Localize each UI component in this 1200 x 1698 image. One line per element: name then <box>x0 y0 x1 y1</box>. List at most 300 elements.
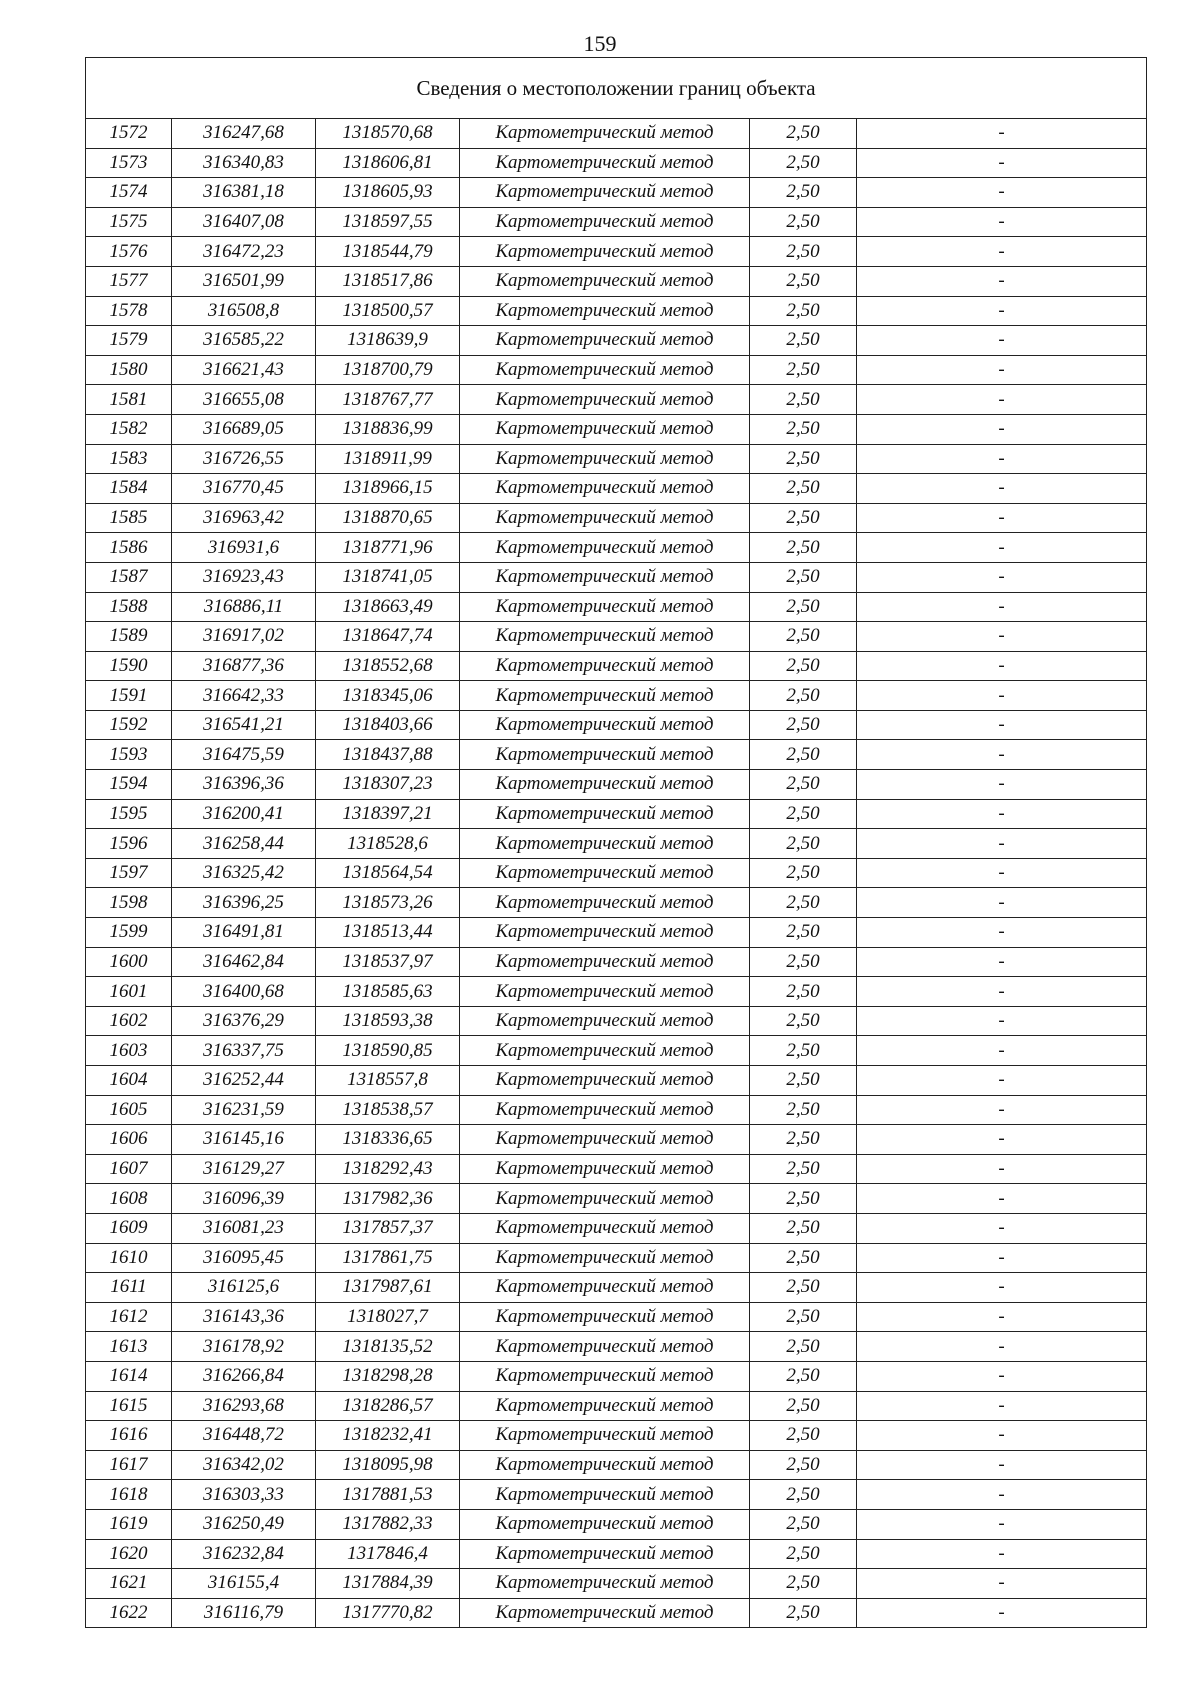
table-row <box>86 237 1147 267</box>
table-row <box>86 1450 1147 1480</box>
accuracy-cell: 2,50 <box>750 1125 857 1155</box>
x-coordinate-cell: 316252,44 <box>172 1066 316 1096</box>
method-cell: Картометрический метод <box>460 1421 750 1451</box>
method-cell: Картометрический метод <box>460 1184 750 1214</box>
y-coordinate-cell: 1318232,41 <box>316 1421 460 1451</box>
x-coordinate-cell: 316475,59 <box>172 740 316 770</box>
table-row <box>86 918 1147 948</box>
description-cell: - <box>857 829 1147 859</box>
x-coordinate-cell: 316462,84 <box>172 947 316 977</box>
method-cell: Картометрический метод <box>460 385 750 415</box>
x-coordinate-cell: 316095,45 <box>172 1243 316 1273</box>
y-coordinate-cell: 1318538,57 <box>316 1095 460 1125</box>
point-number-cell: 1586 <box>86 533 172 563</box>
accuracy-cell: 2,50 <box>750 444 857 474</box>
accuracy-cell: 2,50 <box>750 1569 857 1599</box>
table-row <box>86 148 1147 178</box>
method-cell: Картометрический метод <box>460 1273 750 1303</box>
accuracy-cell: 2,50 <box>750 1273 857 1303</box>
x-coordinate-cell: 316232,84 <box>172 1539 316 1569</box>
accuracy-cell: 2,50 <box>750 1243 857 1273</box>
accuracy-cell: 2,50 <box>750 474 857 504</box>
y-coordinate-cell: 1317987,61 <box>316 1273 460 1303</box>
description-cell: - <box>857 1095 1147 1125</box>
description-cell: - <box>857 119 1147 149</box>
table-row <box>86 1125 1147 1155</box>
table-row <box>86 1036 1147 1066</box>
table-row <box>86 1066 1147 1096</box>
method-cell: Картометрический метод <box>460 1125 750 1155</box>
point-number-cell: 1582 <box>86 414 172 444</box>
point-number-cell: 1572 <box>86 119 172 149</box>
point-number-cell: 1597 <box>86 858 172 888</box>
y-coordinate-cell: 1318403,66 <box>316 710 460 740</box>
description-cell: - <box>857 681 1147 711</box>
y-coordinate-cell: 1318639,9 <box>316 326 460 356</box>
description-cell: - <box>857 858 1147 888</box>
description-cell: - <box>857 740 1147 770</box>
table-title: Сведения о местоположении границ объекта <box>86 58 1147 119</box>
point-number-cell: 1603 <box>86 1036 172 1066</box>
point-number-cell: 1618 <box>86 1480 172 1510</box>
x-coordinate-cell: 316923,43 <box>172 562 316 592</box>
y-coordinate-cell: 1318517,86 <box>316 266 460 296</box>
method-cell: Картометрический метод <box>460 710 750 740</box>
accuracy-cell: 2,50 <box>750 1036 857 1066</box>
x-coordinate-cell: 316342,02 <box>172 1450 316 1480</box>
accuracy-cell: 2,50 <box>750 770 857 800</box>
table-row <box>86 888 1147 918</box>
y-coordinate-cell: 1318307,23 <box>316 770 460 800</box>
table-row <box>86 1569 1147 1599</box>
x-coordinate-cell: 316266,84 <box>172 1361 316 1391</box>
x-coordinate-cell: 316585,22 <box>172 326 316 356</box>
accuracy-cell: 2,50 <box>750 858 857 888</box>
table-row <box>86 1302 1147 1332</box>
table-row <box>86 592 1147 622</box>
description-cell: - <box>857 474 1147 504</box>
table-row <box>86 474 1147 504</box>
x-coordinate-cell: 316917,02 <box>172 622 316 652</box>
point-number-cell: 1573 <box>86 148 172 178</box>
accuracy-cell: 2,50 <box>750 326 857 356</box>
accuracy-cell: 2,50 <box>750 148 857 178</box>
y-coordinate-cell: 1318564,54 <box>316 858 460 888</box>
y-coordinate-cell: 1318557,8 <box>316 1066 460 1096</box>
x-coordinate-cell: 316770,45 <box>172 474 316 504</box>
method-cell: Картометрический метод <box>460 888 750 918</box>
description-cell: - <box>857 1302 1147 1332</box>
x-coordinate-cell: 316381,18 <box>172 178 316 208</box>
x-coordinate-cell: 316247,68 <box>172 119 316 149</box>
description-cell: - <box>857 918 1147 948</box>
boundary-coordinates-table <box>85 57 1147 1628</box>
point-number-cell: 1616 <box>86 1421 172 1451</box>
table-row <box>86 1332 1147 1362</box>
table-row <box>86 444 1147 474</box>
method-cell: Картометрический метод <box>460 266 750 296</box>
point-number-cell: 1592 <box>86 710 172 740</box>
point-number-cell: 1613 <box>86 1332 172 1362</box>
table-row <box>86 1213 1147 1243</box>
table-row <box>86 1421 1147 1451</box>
point-number-cell: 1604 <box>86 1066 172 1096</box>
x-coordinate-cell: 316125,6 <box>172 1273 316 1303</box>
accuracy-cell: 2,50 <box>750 740 857 770</box>
accuracy-cell: 2,50 <box>750 1598 857 1628</box>
point-number-cell: 1585 <box>86 503 172 533</box>
y-coordinate-cell: 1318741,05 <box>316 562 460 592</box>
accuracy-cell: 2,50 <box>750 1539 857 1569</box>
y-coordinate-cell: 1317861,75 <box>316 1243 460 1273</box>
x-coordinate-cell: 316407,08 <box>172 207 316 237</box>
point-number-cell: 1579 <box>86 326 172 356</box>
table-row <box>86 1539 1147 1569</box>
x-coordinate-cell: 316116,79 <box>172 1598 316 1628</box>
table-row <box>86 770 1147 800</box>
y-coordinate-cell: 1318870,65 <box>316 503 460 533</box>
y-coordinate-cell: 1318552,68 <box>316 651 460 681</box>
y-coordinate-cell: 1317884,39 <box>316 1569 460 1599</box>
accuracy-cell: 2,50 <box>750 119 857 149</box>
point-number-cell: 1611 <box>86 1273 172 1303</box>
x-coordinate-cell: 316155,4 <box>172 1569 316 1599</box>
x-coordinate-cell: 316250,49 <box>172 1509 316 1539</box>
description-cell: - <box>857 207 1147 237</box>
x-coordinate-cell: 316642,33 <box>172 681 316 711</box>
method-cell: Картометрический метод <box>460 829 750 859</box>
y-coordinate-cell: 1318345,06 <box>316 681 460 711</box>
table-row <box>86 1361 1147 1391</box>
point-number-cell: 1600 <box>86 947 172 977</box>
x-coordinate-cell: 316621,43 <box>172 355 316 385</box>
method-cell: Картометрический метод <box>460 592 750 622</box>
accuracy-cell: 2,50 <box>750 533 857 563</box>
table-row <box>86 266 1147 296</box>
table-row <box>86 1480 1147 1510</box>
y-coordinate-cell: 1318585,63 <box>316 977 460 1007</box>
method-cell: Картометрический метод <box>460 770 750 800</box>
y-coordinate-cell: 1318500,57 <box>316 296 460 326</box>
description-cell: - <box>857 1450 1147 1480</box>
accuracy-cell: 2,50 <box>750 266 857 296</box>
method-cell: Картометрический метод <box>460 1569 750 1599</box>
description-cell: - <box>857 1066 1147 1096</box>
point-number-cell: 1610 <box>86 1243 172 1273</box>
method-cell: Картометрический метод <box>460 178 750 208</box>
point-number-cell: 1621 <box>86 1569 172 1599</box>
x-coordinate-cell: 316448,72 <box>172 1421 316 1451</box>
method-cell: Картометрический метод <box>460 1036 750 1066</box>
accuracy-cell: 2,50 <box>750 799 857 829</box>
method-cell: Картометрический метод <box>460 1095 750 1125</box>
accuracy-cell: 2,50 <box>750 1509 857 1539</box>
table-row <box>86 1243 1147 1273</box>
table-row <box>86 710 1147 740</box>
x-coordinate-cell: 316376,29 <box>172 1006 316 1036</box>
description-cell: - <box>857 1598 1147 1628</box>
method-cell: Картометрический метод <box>460 1509 750 1539</box>
description-cell: - <box>857 799 1147 829</box>
method-cell: Картометрический метод <box>460 977 750 1007</box>
x-coordinate-cell: 316178,92 <box>172 1332 316 1362</box>
description-cell: - <box>857 1125 1147 1155</box>
method-cell: Картометрический метод <box>460 1154 750 1184</box>
point-number-cell: 1608 <box>86 1184 172 1214</box>
method-cell: Картометрический метод <box>460 237 750 267</box>
description-cell: - <box>857 148 1147 178</box>
accuracy-cell: 2,50 <box>750 651 857 681</box>
y-coordinate-cell: 1318836,99 <box>316 414 460 444</box>
y-coordinate-cell: 1318590,85 <box>316 1036 460 1066</box>
table-row <box>86 740 1147 770</box>
table-row <box>86 1006 1147 1036</box>
method-cell: Картометрический метод <box>460 444 750 474</box>
accuracy-cell: 2,50 <box>750 1184 857 1214</box>
table-row <box>86 681 1147 711</box>
x-coordinate-cell: 316689,05 <box>172 414 316 444</box>
accuracy-cell: 2,50 <box>750 1066 857 1096</box>
point-number-cell: 1596 <box>86 829 172 859</box>
table-row <box>86 651 1147 681</box>
x-coordinate-cell: 316396,36 <box>172 770 316 800</box>
accuracy-cell: 2,50 <box>750 503 857 533</box>
table-row <box>86 829 1147 859</box>
description-cell: - <box>857 1273 1147 1303</box>
accuracy-cell: 2,50 <box>750 622 857 652</box>
method-cell: Картометрический метод <box>460 1480 750 1510</box>
table-row <box>86 1273 1147 1303</box>
table-row <box>86 1184 1147 1214</box>
description-cell: - <box>857 888 1147 918</box>
description-cell: - <box>857 1213 1147 1243</box>
y-coordinate-cell: 1318966,15 <box>316 474 460 504</box>
x-coordinate-cell: 316293,68 <box>172 1391 316 1421</box>
method-cell: Картометрический метод <box>460 148 750 178</box>
table-row <box>86 1598 1147 1628</box>
table-row <box>86 326 1147 356</box>
point-number-cell: 1589 <box>86 622 172 652</box>
table-row <box>86 1509 1147 1539</box>
accuracy-cell: 2,50 <box>750 888 857 918</box>
y-coordinate-cell: 1317857,37 <box>316 1213 460 1243</box>
y-coordinate-cell: 1318593,38 <box>316 1006 460 1036</box>
accuracy-cell: 2,50 <box>750 178 857 208</box>
table-row <box>86 533 1147 563</box>
point-number-cell: 1590 <box>86 651 172 681</box>
description-cell: - <box>857 770 1147 800</box>
accuracy-cell: 2,50 <box>750 414 857 444</box>
accuracy-cell: 2,50 <box>750 1095 857 1125</box>
y-coordinate-cell: 1318606,81 <box>316 148 460 178</box>
description-cell: - <box>857 266 1147 296</box>
table-row <box>86 977 1147 1007</box>
x-coordinate-cell: 316081,23 <box>172 1213 316 1243</box>
table-row <box>86 207 1147 237</box>
description-cell: - <box>857 1184 1147 1214</box>
description-cell: - <box>857 1036 1147 1066</box>
method-cell: Картометрический метод <box>460 1302 750 1332</box>
x-coordinate-cell: 316655,08 <box>172 385 316 415</box>
method-cell: Картометрический метод <box>460 414 750 444</box>
description-cell: - <box>857 414 1147 444</box>
y-coordinate-cell: 1318286,57 <box>316 1391 460 1421</box>
accuracy-cell: 2,50 <box>750 1450 857 1480</box>
accuracy-cell: 2,50 <box>750 1332 857 1362</box>
accuracy-cell: 2,50 <box>750 947 857 977</box>
point-number-cell: 1599 <box>86 918 172 948</box>
x-coordinate-cell: 316963,42 <box>172 503 316 533</box>
method-cell: Картометрический метод <box>460 355 750 385</box>
y-coordinate-cell: 1317882,33 <box>316 1509 460 1539</box>
point-number-cell: 1575 <box>86 207 172 237</box>
y-coordinate-cell: 1318911,99 <box>316 444 460 474</box>
point-number-cell: 1620 <box>86 1539 172 1569</box>
point-number-cell: 1602 <box>86 1006 172 1036</box>
x-coordinate-cell: 316258,44 <box>172 829 316 859</box>
method-cell: Картометрический метод <box>460 1391 750 1421</box>
y-coordinate-cell: 1318771,96 <box>316 533 460 563</box>
accuracy-cell: 2,50 <box>750 296 857 326</box>
method-cell: Картометрический метод <box>460 296 750 326</box>
point-number-cell: 1584 <box>86 474 172 504</box>
y-coordinate-cell: 1318597,55 <box>316 207 460 237</box>
point-number-cell: 1614 <box>86 1361 172 1391</box>
description-cell: - <box>857 533 1147 563</box>
point-number-cell: 1578 <box>86 296 172 326</box>
y-coordinate-cell: 1318292,43 <box>316 1154 460 1184</box>
description-cell: - <box>857 651 1147 681</box>
x-coordinate-cell: 316501,99 <box>172 266 316 296</box>
point-number-cell: 1598 <box>86 888 172 918</box>
description-cell: - <box>857 296 1147 326</box>
point-number-cell: 1576 <box>86 237 172 267</box>
point-number-cell: 1593 <box>86 740 172 770</box>
y-coordinate-cell: 1318544,79 <box>316 237 460 267</box>
description-cell: - <box>857 178 1147 208</box>
y-coordinate-cell: 1318397,21 <box>316 799 460 829</box>
page-number: 159 <box>583 31 617 56</box>
x-coordinate-cell: 316303,33 <box>172 1480 316 1510</box>
method-cell: Картометрический метод <box>460 207 750 237</box>
accuracy-cell: 2,50 <box>750 562 857 592</box>
point-number-cell: 1587 <box>86 562 172 592</box>
method-cell: Картометрический метод <box>460 533 750 563</box>
x-coordinate-cell: 316143,36 <box>172 1302 316 1332</box>
method-cell: Картометрический метод <box>460 1066 750 1096</box>
description-cell: - <box>857 947 1147 977</box>
point-number-cell: 1581 <box>86 385 172 415</box>
y-coordinate-cell: 1318513,44 <box>316 918 460 948</box>
x-coordinate-cell: 316931,6 <box>172 533 316 563</box>
description-cell: - <box>857 1361 1147 1391</box>
point-number-cell: 1591 <box>86 681 172 711</box>
y-coordinate-cell: 1318437,88 <box>316 740 460 770</box>
description-cell: - <box>857 1569 1147 1599</box>
point-number-cell: 1574 <box>86 178 172 208</box>
table-row <box>86 503 1147 533</box>
accuracy-cell: 2,50 <box>750 237 857 267</box>
x-coordinate-cell: 316886,11 <box>172 592 316 622</box>
accuracy-cell: 2,50 <box>750 1006 857 1036</box>
method-cell: Картометрический метод <box>460 1450 750 1480</box>
point-number-cell: 1609 <box>86 1213 172 1243</box>
point-number-cell: 1588 <box>86 592 172 622</box>
method-cell: Картометрический метод <box>460 119 750 149</box>
table-row <box>86 385 1147 415</box>
x-coordinate-cell: 316325,42 <box>172 858 316 888</box>
method-cell: Картометрический метод <box>460 1598 750 1628</box>
x-coordinate-cell: 316877,36 <box>172 651 316 681</box>
accuracy-cell: 2,50 <box>750 1480 857 1510</box>
accuracy-cell: 2,50 <box>750 207 857 237</box>
x-coordinate-cell: 316541,21 <box>172 710 316 740</box>
y-coordinate-cell: 1318027,7 <box>316 1302 460 1332</box>
description-cell: - <box>857 562 1147 592</box>
description-cell: - <box>857 326 1147 356</box>
accuracy-cell: 2,50 <box>750 710 857 740</box>
method-cell: Картометрический метод <box>460 622 750 652</box>
y-coordinate-cell: 1317770,82 <box>316 1598 460 1628</box>
point-number-cell: 1595 <box>86 799 172 829</box>
point-number-cell: 1577 <box>86 266 172 296</box>
accuracy-cell: 2,50 <box>750 1302 857 1332</box>
description-cell: - <box>857 503 1147 533</box>
description-cell: - <box>857 444 1147 474</box>
y-coordinate-cell: 1317881,53 <box>316 1480 460 1510</box>
method-cell: Картометрический метод <box>460 681 750 711</box>
point-number-cell: 1617 <box>86 1450 172 1480</box>
method-cell: Картометрический метод <box>460 1361 750 1391</box>
point-number-cell: 1601 <box>86 977 172 1007</box>
accuracy-cell: 2,50 <box>750 681 857 711</box>
point-number-cell: 1583 <box>86 444 172 474</box>
y-coordinate-cell: 1318528,6 <box>316 829 460 859</box>
x-coordinate-cell: 316200,41 <box>172 799 316 829</box>
accuracy-cell: 2,50 <box>750 829 857 859</box>
accuracy-cell: 2,50 <box>750 977 857 1007</box>
y-coordinate-cell: 1318605,93 <box>316 178 460 208</box>
accuracy-cell: 2,50 <box>750 918 857 948</box>
table-row <box>86 414 1147 444</box>
y-coordinate-cell: 1318647,74 <box>316 622 460 652</box>
y-coordinate-cell: 1318135,52 <box>316 1332 460 1362</box>
accuracy-cell: 2,50 <box>750 1421 857 1451</box>
table-row <box>86 799 1147 829</box>
accuracy-cell: 2,50 <box>750 1154 857 1184</box>
x-coordinate-cell: 316337,75 <box>172 1036 316 1066</box>
table-row <box>86 355 1147 385</box>
description-cell: - <box>857 385 1147 415</box>
description-cell: - <box>857 1421 1147 1451</box>
method-cell: Картометрический метод <box>460 947 750 977</box>
method-cell: Картометрический метод <box>460 740 750 770</box>
x-coordinate-cell: 316726,55 <box>172 444 316 474</box>
point-number-cell: 1606 <box>86 1125 172 1155</box>
point-number-cell: 1622 <box>86 1598 172 1628</box>
point-number-cell: 1615 <box>86 1391 172 1421</box>
y-coordinate-cell: 1318573,26 <box>316 888 460 918</box>
description-cell: - <box>857 1243 1147 1273</box>
y-coordinate-cell: 1318537,97 <box>316 947 460 977</box>
accuracy-cell: 2,50 <box>750 1391 857 1421</box>
table-row <box>86 1154 1147 1184</box>
description-cell: - <box>857 1006 1147 1036</box>
point-number-cell: 1580 <box>86 355 172 385</box>
x-coordinate-cell: 316096,39 <box>172 1184 316 1214</box>
table-title-row <box>86 58 1147 119</box>
method-cell: Картометрический метод <box>460 1539 750 1569</box>
